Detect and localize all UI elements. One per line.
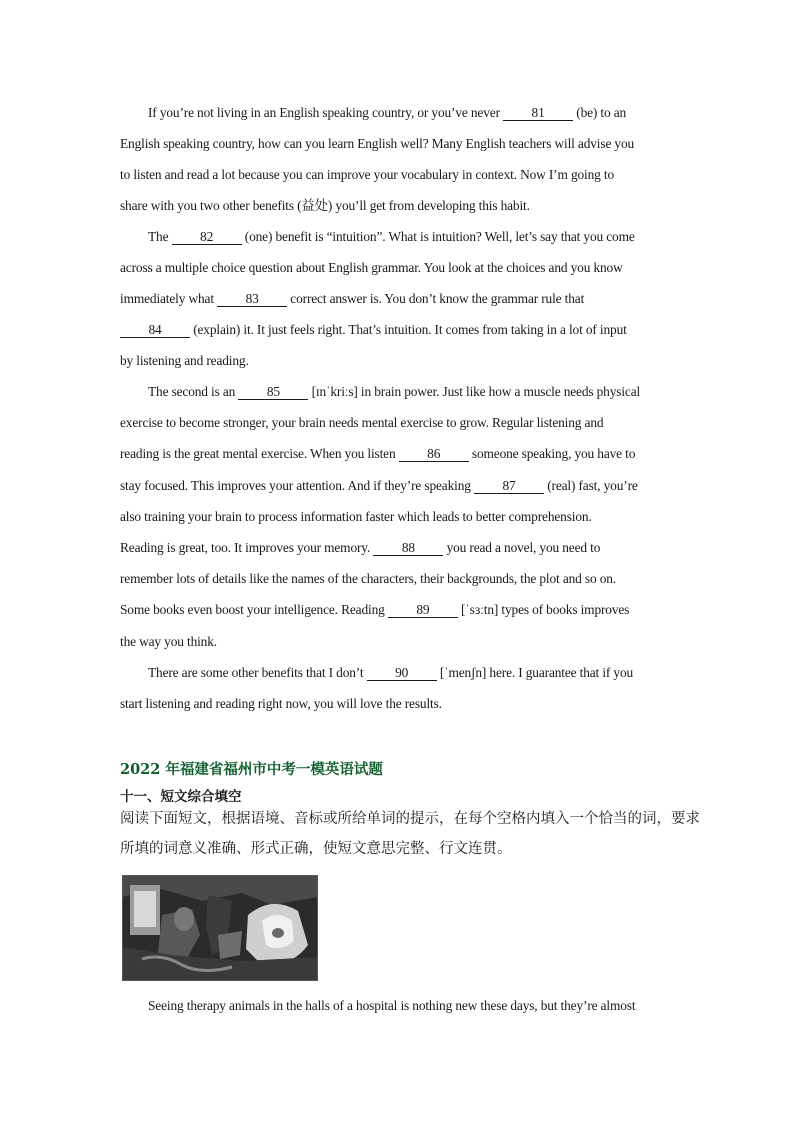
passage2-line-1: Seeing therapy animals in the halls of a hospital is nothing new these days, but they’re almost	[148, 998, 636, 1013]
blank-84[interactable]: 84	[120, 322, 190, 338]
exam-title: 2022 年福建省福州市中考一模英语试题	[120, 761, 383, 778]
passage-line-9: by listening and reading.	[120, 353, 249, 368]
passage-line-10: The second is an 85 [ɪnˈkriːs] in brain power. Just like how a muscle needs physical	[148, 384, 641, 399]
passage-line-16: remember lots of details like the names of the characters, their backgrounds, the plot and so on.	[120, 571, 616, 586]
blank-89[interactable]: 89	[388, 602, 458, 618]
passage-line-1: If you’re not living in an English speaking country, or you’ve never 81 (be) to an	[148, 105, 627, 120]
passage-line-12: reading is the great mental exercise. When you listen 86 someone speaking, you have to	[120, 446, 636, 461]
blank-83[interactable]: 83	[217, 291, 287, 307]
passage-line-17: Some books even boost your intelligence. Reading 89 [ˈsɜːtn] types of books improves	[120, 602, 630, 617]
passage-line-13: stay focused. This improves your attention. And if they’re speaking 87 (real) fast, you’re	[120, 478, 638, 493]
passage-line-15: Reading is great, too. It improves your memory. 88 you read a novel, you need to	[120, 540, 601, 555]
section-title: 十一、短文综合填空	[120, 789, 242, 805]
blank-88[interactable]: 88	[373, 540, 443, 556]
blank-85[interactable]: 85	[238, 384, 308, 400]
passage-line-7: immediately what 83 correct answer is. You don’t know the grammar rule that	[120, 291, 585, 306]
passage-line-19: There are some other benefits that I don’t 90 [ˈmenʃn] here. I guarantee that if you	[148, 665, 634, 680]
blank-82[interactable]: 82	[172, 229, 242, 245]
instruction-line-1: 阅读下面短文，根据语境、音标或所给单词的提示，在每个空格内填入一个恰当的词，要求	[120, 811, 700, 827]
blank-81[interactable]: 81	[503, 105, 573, 121]
blank-87[interactable]: 87	[474, 478, 544, 494]
instruction-line-2: 所填的词意义准确、形式正确，使短文意思完整、行文连贯。	[120, 841, 512, 857]
blank-86[interactable]: 86	[399, 446, 469, 462]
passage-line-4: share with you two other benefits (益处) you’ll get from developing this habit.	[120, 198, 530, 213]
passage-line-3: to listen and read a lot because you can improve your vocabulary in context. Now I’m going to	[120, 167, 615, 182]
passage-line-8: 84 (explain) it. It just feels right. That’s intuition. It comes from taking in a lot of input	[120, 320, 680, 340]
passage-line-5: The 82 (one) benefit is “intuition”. What is intuition? Well, let’s say that you come	[148, 229, 635, 244]
blank-90[interactable]: 90	[367, 665, 437, 681]
passage-line-6: across a multiple choice question about English grammar. You look at the choices and you know	[120, 260, 623, 275]
passage-line-18: the way you think.	[120, 634, 217, 649]
passage-line-2: English speaking country, how can you learn English well? Many English teachers will advise you	[120, 136, 635, 151]
passage-line-20: start listening and reading right now, you will love the results.	[120, 696, 442, 711]
passage-line-14: also training your brain to process information faster which leads to better comprehension.	[120, 509, 592, 524]
passage-line-11: exercise to become stronger, your brain needs mental exercise to grow. Regular listening and	[120, 415, 604, 430]
therapy-animal-photo	[122, 875, 318, 981]
